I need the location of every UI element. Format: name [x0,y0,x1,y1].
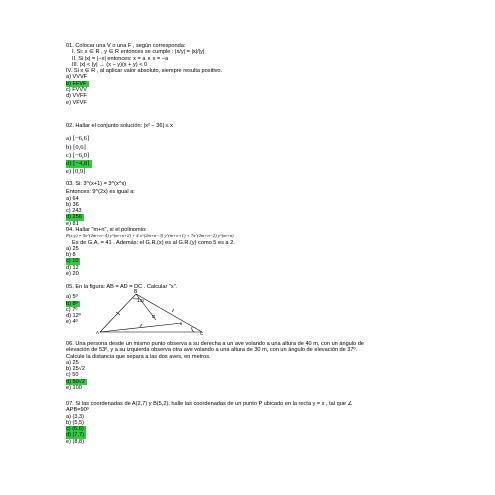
option-a: a) 25 [66,245,79,252]
options-list [66,74,222,105]
tick-mark [140,324,142,327]
question-03 [66,181,135,227]
triangle-figure [96,287,208,335]
option-e: e) (8,8) [66,438,85,445]
option-c: c) 7º [66,306,78,313]
option-c: c) 10 [66,258,79,265]
label-angle-13x: 13x [137,298,145,303]
label-d: D [152,314,156,319]
option-d: d) 12 [66,264,79,271]
option-a: a) VVVF [66,74,88,81]
option-c: c) [−6,0] [66,151,90,159]
question-stem: 07. Si las coordenadas de A(2,7) y B(5,2), halle las coordenadas de un punto P ubicado en la recta y = x , tal que ∠ [66,401,353,407]
options-list [66,246,235,277]
option-a: a) 5º [66,294,78,301]
option-e: e) 81 [66,220,79,227]
side-bc [136,294,202,332]
statement-iii: III. |x| < |y| → (x − y)(x + y) < 0 [72,61,148,68]
segment-ad [100,323,182,332]
question-stem: 04. Hallar "m+n", si el polinomio: [66,227,147,233]
question-04 [66,227,235,277]
question-stem: 06. Una persona desde un mismo punto observa a su derecha a un ave volando a una altura de 40 m, con un ángulo de [66,341,364,347]
question-line: Entonces: 9^(2x) es igual a: [66,189,135,196]
option-a: a) [−6,6] [66,135,90,143]
option-e: e) 100 [66,385,82,392]
label-c: C [200,331,204,335]
option-a: a) 25 [66,359,79,366]
statement-iv: IV. Si x ∈ R , al aplicar valor absoluto, siempre resulta positivo. [66,68,223,75]
option-b: b) 8 [66,252,76,259]
question-stem: 02. Hallar el conjunto solución: |x² − 36| ≤ x [66,123,173,129]
option-d: d) 50√2 [66,378,85,385]
label-x: x [180,321,183,326]
options-list [66,196,135,227]
option-e: e) 20 [66,271,79,278]
options-list [66,414,353,445]
option-d: d) 256 [66,214,82,221]
option-c: c) (6,6) [66,426,84,433]
tick-mark [172,309,174,312]
question-01 [66,43,222,106]
option-e: e) VFVF [66,99,87,106]
option-b: b) 8º [66,300,78,307]
options-list [66,135,173,176]
label-b: B [134,289,138,295]
question-line: APB=90º [66,407,89,414]
question-stem: 03. Si: 3^(x+1) = 3^(x^x) [66,181,127,187]
options-list [66,360,364,391]
polynomial: P(x;y) = 5x^(2m+n−4) y^(m+n+2) + 4 x^(2m+n−3) y^(m+n+1) + 7x^(2m+n−2) y^(m+n) [66,233,234,239]
option-d: d) [−4,8] [66,159,90,167]
question-line: Es de G.A. = 41 . Además: el G.R.(x) es al G.R.(y) como 5 es a 2. [72,239,235,246]
option-d: d) 12º [66,313,81,320]
option-b: b) FFVF [66,80,87,87]
question-stem: 05. En la figura: AB = AD = DC . Calcular "x". [66,284,178,290]
option-a: a) 64 [66,195,79,202]
option-a: a) (3,3) [66,413,85,420]
option-b: b) [0,6] [66,143,86,151]
option-b: b) 25√2 [66,366,85,373]
question-line: elevación de 53º, y a su izquierda observa otra ave volando a una altura de 30 m, con un ángulo de elevación de 37º. [66,347,358,354]
option-d: d) (7,7) [66,432,85,439]
option-c: c) 243 [66,208,82,215]
question-07 [66,401,353,445]
label-a: A [96,330,100,335]
side-ab [100,294,136,332]
angle-arc-c [192,327,194,332]
option-b: b) (5,5) [66,419,85,426]
option-b: b) 36 [66,201,79,208]
question-stem: 01. Colocar una V o una F , según corresponda: [66,43,186,49]
statement-ii: II. Si |x| = |−x| entonces: x = a ∧ x = −a [72,55,169,62]
question-line: Calcule la distancia que separa a las dos aves, en metros. [66,353,211,360]
question-06 [66,341,364,391]
option-e: e) 4º [66,319,78,326]
option-e: e) [0,9] [66,168,86,176]
option-d: d) VVFF [66,93,87,100]
option-c: c) FVVV [66,87,87,94]
question-02 [66,123,173,176]
option-c: c) 50 [66,372,79,379]
statement-i: I. Si: x ∈ R , y ∈ R entonces se cumple : |x/y| = |x|/|y| [72,49,205,56]
